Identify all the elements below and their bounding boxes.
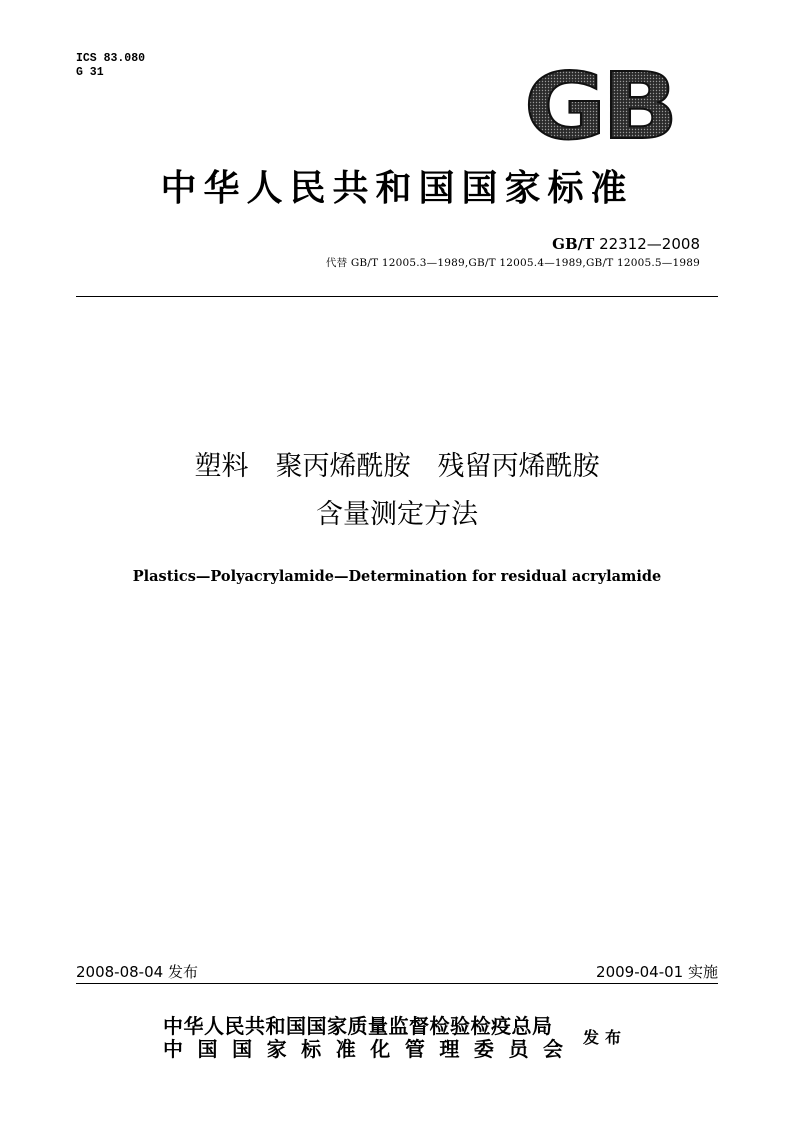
publish-label: 发布 bbox=[583, 1028, 628, 1047]
replaces-note: 代替 GB/T 12005.3—1989,GB/T 12005.4—1989,GB/T 12005.5—1989 bbox=[325, 257, 700, 269]
issue-date: 2008-08-04 发布 bbox=[76, 963, 198, 981]
title-zh-line2: 含量测定方法 bbox=[316, 499, 478, 530]
header-divider bbox=[76, 296, 718, 297]
gb-logo bbox=[520, 62, 678, 144]
implementation-date: 2009-04-01 实施 bbox=[596, 963, 718, 981]
ccs-code: G 31 bbox=[76, 66, 104, 79]
standard-prefix: GB/T bbox=[552, 235, 595, 253]
issuer-sac: 中国国家标准化管理委员会 bbox=[163, 1037, 563, 1061]
national-standard-title: 中华人民共和国国家标准 bbox=[160, 168, 634, 209]
title-zh-line1: 塑料 聚丙烯酰胺 残留丙烯酰胺 bbox=[194, 451, 600, 482]
classification-codes bbox=[76, 52, 145, 80]
footer-divider bbox=[76, 983, 718, 984]
ics-code: ICS 83.080 bbox=[76, 52, 146, 65]
svg-text:GB: GB bbox=[524, 62, 674, 144]
issuer-aqsiq: 中华人民共和国国家质量监督检验检疫总局 bbox=[163, 1014, 553, 1038]
title-en: Plastics—Polyacrylamide—Determination for residual acrylamide bbox=[132, 568, 662, 585]
standard-number bbox=[552, 235, 700, 253]
standard-code: 22312—2008 bbox=[599, 235, 700, 253]
